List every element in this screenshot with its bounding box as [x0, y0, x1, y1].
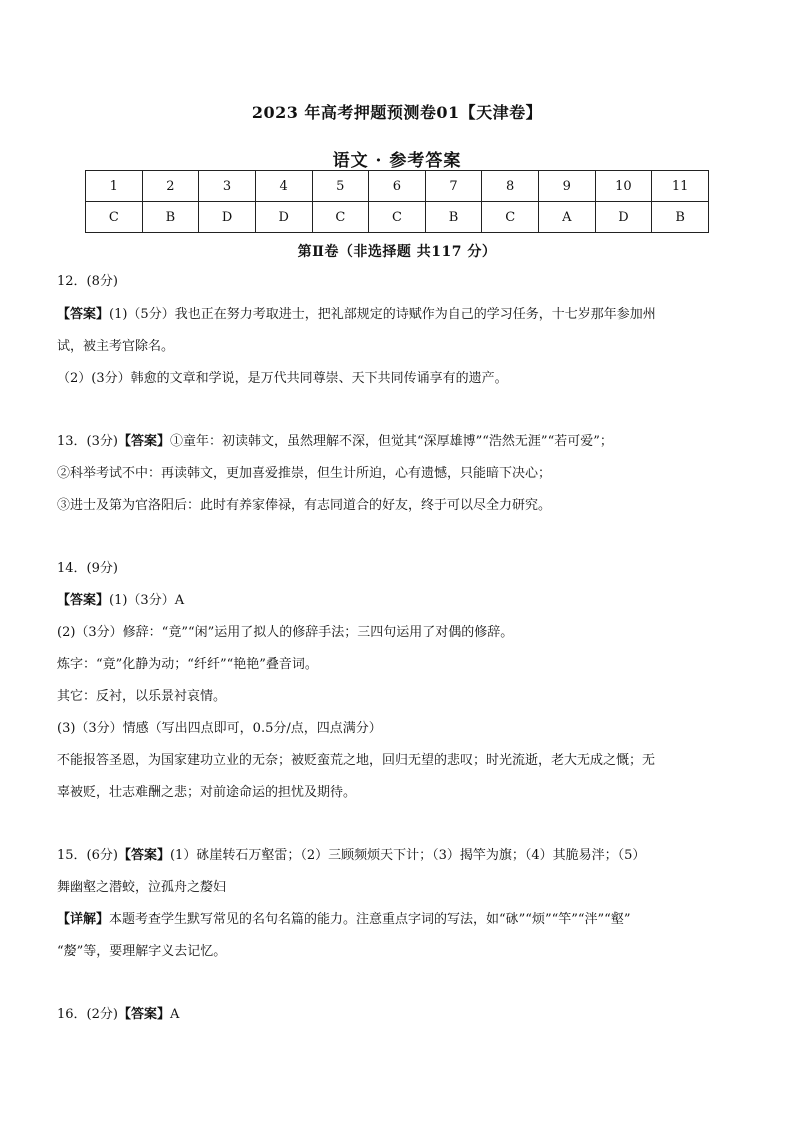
detail-label: 【详解】: [57, 912, 110, 927]
q12-answer-line: [57, 306, 747, 324]
q12-answer-text: (1)（5分）我也正在努力考取进士，把礼部规定的诗赋作为自己的学习任务，十七岁那年参加州: [109, 307, 656, 322]
page-subtitle: 语文 · 参考答案: [332, 151, 462, 171]
q15-detail-text: 本题考查学生默写常见的名句名篇的能力。注意重点字词的写法，如“砯”“烦”“竿”“泮”“壑”: [109, 912, 631, 927]
q15-detail-continued: “嫠”等，要理解字义去记忆。: [57, 944, 227, 959]
answer-cell: C: [312, 202, 369, 233]
answer-cell: C: [369, 202, 426, 233]
answer-label: 【答案】: [117, 1007, 170, 1022]
question-number-cell: 2: [142, 171, 199, 202]
answer-cell: D: [199, 202, 256, 233]
answer-cell: B: [142, 202, 199, 233]
answer-cell: B: [425, 202, 482, 233]
question-number-cell: 4: [255, 171, 312, 202]
question-number-cell: 10: [595, 171, 652, 202]
question-number-cell: 11: [652, 171, 709, 202]
q16-line: [57, 1006, 747, 1024]
question-number-cell: 5: [312, 171, 369, 202]
answer-cell: B: [652, 202, 709, 233]
q14-answer-line: [57, 592, 747, 610]
question-number-cell: 1: [86, 171, 143, 202]
answer-cell: D: [255, 202, 312, 233]
q12-answer-part2: （2）(3分）韩愈的文章和学说，是万代共同尊崇、天下共同传诵享有的遗产。: [57, 371, 508, 386]
q14-answer-part2: (2)（3分）修辞：“竟”“闲”运用了拟人的修辞手法；三四句运用了对偶的修辞。: [57, 625, 514, 640]
q14-answer-part3: (3)（3分）情感（写出四点即可，0.5分/点，四点满分）: [57, 721, 382, 736]
answer-cell: C: [86, 202, 143, 233]
q15-answer-continued: 舞幽壑之潜蛟，泣孤舟之嫠妇: [57, 880, 227, 895]
q13-heading: 13．(3分): [57, 434, 118, 449]
q12-heading: 12．(8分): [57, 274, 118, 289]
q14-answer-part2-wording: 炼字：“竟”化静为动；“纤纤”“艳艳”叠音词。: [57, 657, 318, 672]
q16-answer-text: A: [169, 1007, 180, 1022]
answer-label: 【答案】: [57, 307, 110, 322]
answer-label: 【答案】: [57, 593, 110, 608]
answer-cell: C: [482, 202, 539, 233]
q13-answer-point3: ③进士及第为官洛阳后：此时有养家俸禄，有志同道合的好友，终于可以尽全力研究。: [57, 498, 552, 513]
answer-cell: A: [539, 202, 596, 233]
q12-answer-continued: 试，被主考官除名。: [57, 339, 175, 354]
answer-label: 【答案】: [117, 434, 170, 449]
q15-detail-line: [57, 911, 747, 929]
question-number-cell: 8: [482, 171, 539, 202]
question-number-row: [86, 171, 709, 202]
q16-heading: 16．(2分): [57, 1007, 118, 1022]
q15-line: [57, 847, 747, 865]
q14-answer-part1: (1)（3分）A: [109, 593, 185, 608]
question-number-cell: 7: [425, 171, 482, 202]
choice-answer-table: [85, 170, 709, 233]
q13-line: [57, 433, 747, 451]
q13-answer-point2: ②科举考试不中：再读韩文，更加喜爱推崇，但生计所迫，心有遗憾，只能暗下决心；: [57, 466, 552, 481]
q15-answer-text: (1）砯崖转石万壑雷；（2）三顾频烦天下计；（3）揭竿为旗；（4）其脆易泮；（5）: [169, 848, 646, 863]
q15-heading: 15．(6分): [57, 848, 118, 863]
answer-row: [86, 202, 709, 233]
q14-answer-part3-continued: 辜被贬，壮志难酬之悲；对前途命运的担忧及期待。: [57, 785, 357, 800]
q14-heading: 14．(9分): [57, 561, 118, 576]
page-title: 2023 年高考押题预测卷01【天津卷】: [251, 103, 543, 122]
answer-cell: D: [595, 202, 652, 233]
q14-answer-part3-text: 不能报答圣恩，为国家建功立业的无奈；被贬蛮荒之地，回归无望的悲叹；时光流逝，老大无成之慨；无: [57, 753, 656, 768]
q14-answer-part2-other: 其它：反衬，以乐景衬哀情。: [57, 689, 227, 704]
section-heading: 第Ⅱ卷（非选择题 共117 分）: [297, 244, 497, 260]
question-number-cell: 9: [539, 171, 596, 202]
q13-answer-text: ①童年：初读韩文，虽然理解不深，但觉其“深厚雄博”“浩然无涯”“若可爱”；: [169, 434, 613, 449]
question-number-cell: 6: [369, 171, 426, 202]
answer-label: 【答案】: [117, 848, 170, 863]
question-number-cell: 3: [199, 171, 256, 202]
